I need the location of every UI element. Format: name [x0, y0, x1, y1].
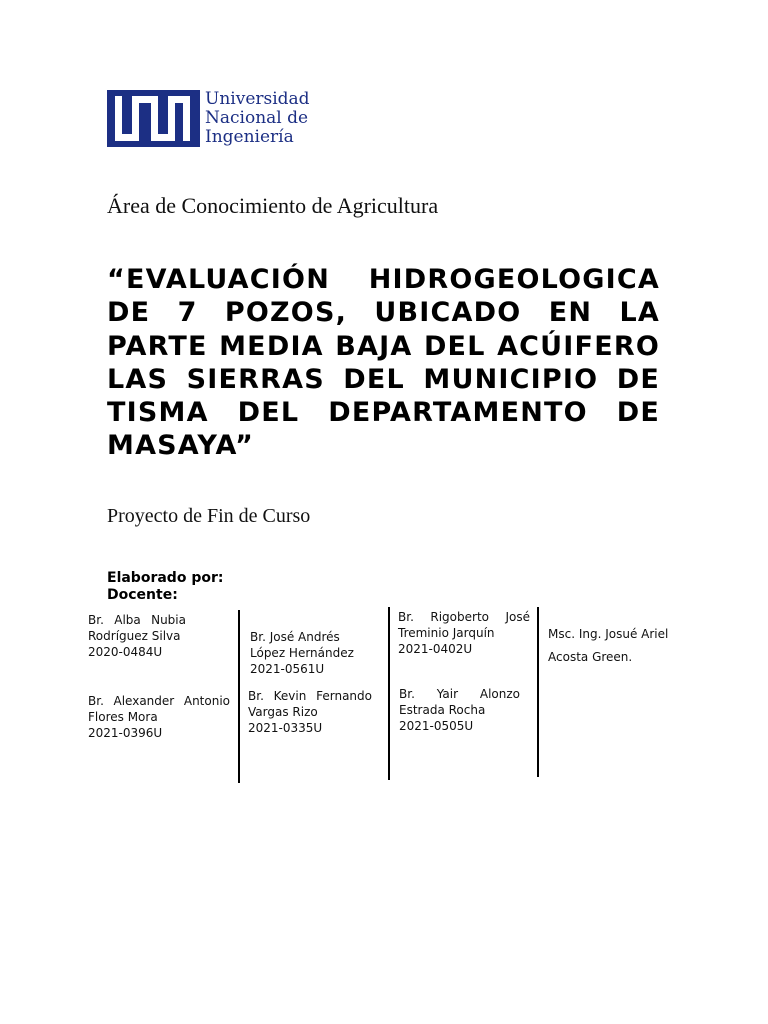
uni-logo-mark-icon [107, 90, 200, 147]
student-name-line2: Estrada Rocha [399, 703, 486, 717]
student-id: 2021-0402U [398, 642, 473, 656]
logo-line-1: Universidad [205, 89, 310, 109]
student-id: 2021-0561U [250, 662, 325, 676]
student-id: 2021-0335U [248, 721, 323, 735]
student-name-line2: López Hernández [250, 646, 354, 660]
logo-wordmark [205, 90, 310, 147]
logo-line-2: Nacional de [205, 108, 309, 128]
teacher-entry [548, 623, 668, 669]
student-name-line1: Br. Alba Nubia [88, 613, 186, 627]
student-name-line1: Br. Yair Alonzo [399, 687, 520, 701]
column-divider [537, 607, 539, 777]
student-id: 2021-0396U [88, 726, 163, 740]
student-entry [250, 629, 362, 677]
student-entry [399, 686, 520, 734]
university-logo [107, 90, 317, 150]
student-entry [398, 609, 530, 657]
student-name-line1: Br. Alexander Antonio [88, 694, 230, 708]
area-heading: Área de Conocimiento de Agricultura [107, 193, 439, 218]
student-entry [88, 693, 230, 741]
document-title: “EVALUACIÓN HIDROGEOLOGICA DE 7 POZOS, UBICADO EN LA PARTE MEDIA BAJA DEL ACÚIFERO LAS SIERRAS DEL MUNICIPIO DE TISMA DEL DEPARTAMENTO DE MASAYA” [107, 264, 660, 462]
student-name-line2: Flores Mora [88, 710, 158, 724]
student-name-line1: Br. Rigoberto José [398, 610, 530, 624]
student-entry [88, 612, 186, 660]
student-name-line2: Treminio Jarquín [398, 626, 495, 640]
student-entry [248, 688, 372, 736]
elaborado-label: Elaborado por: [107, 570, 224, 586]
logo-line-3: Ingeniería [205, 127, 294, 147]
column-divider [238, 610, 240, 783]
teacher-line1: Msc. Ing. Josué Ariel [548, 627, 669, 641]
student-name-line1: Br. Kevin Fernando [248, 689, 372, 703]
student-id: 2021-0505U [399, 719, 474, 733]
document-subtitle: Proyecto de Fin de Curso [107, 505, 311, 527]
student-name-line2: Rodríguez Silva [88, 629, 181, 643]
docente-label: Docente: [107, 587, 178, 603]
student-name-line2: Vargas Rizo [248, 705, 318, 719]
column-divider [388, 607, 390, 780]
teacher-line2: Acosta Green. [548, 650, 633, 664]
student-name-line1: Br. José Andrés [250, 630, 340, 644]
student-id: 2020-0484U [88, 645, 163, 659]
